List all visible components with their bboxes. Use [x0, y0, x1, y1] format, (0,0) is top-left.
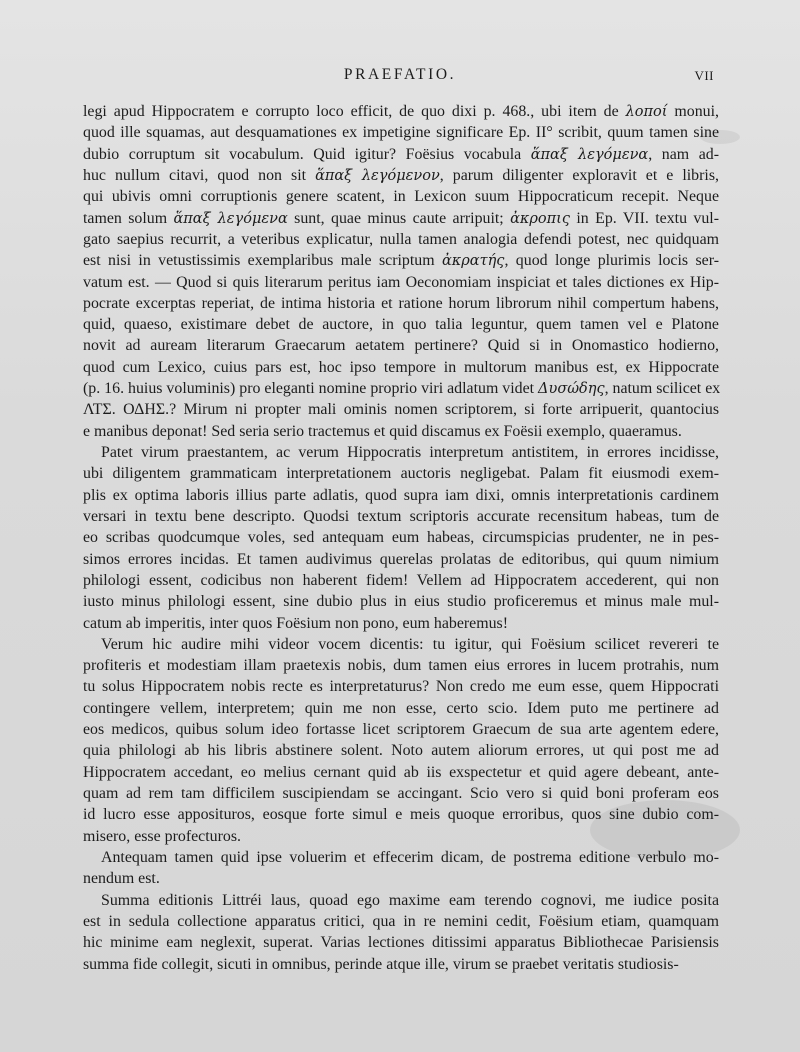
text-line — [83, 911, 719, 932]
greek-term: ἅπαξ λεγόμενα — [173, 210, 288, 227]
text-line — [83, 932, 719, 953]
greek-term: λοποί — [625, 104, 668, 120]
text-line — [83, 740, 719, 761]
greek-term: ἅπαξ λεγόμενον — [315, 167, 440, 184]
text-run: in Ep. VII. textu vul- — [569, 209, 720, 227]
text-run: Summa editionis Littréi laus, quoad ego maxime eam terendo cognovi, me iudice posita — [101, 891, 719, 909]
text-run: dubio corruptum sit vocabulum. Quid igitur? Foësius vocabula — [83, 145, 531, 163]
paragraph — [83, 890, 719, 975]
text-line — [83, 527, 719, 548]
text-run: vatum est. — Quod si quis literarum peritus iam Oeconomiam inspiciat et tales dictiones ex Hip- — [83, 273, 719, 291]
text-run: plis ex optima laboris illius parte adlatis, quod supra iam dixi, omnis interpretationis cardinem — [83, 486, 719, 504]
text-run: quod ille squamas, aut desquamationes ex impetigine significare Ep. II° scribit, quum tamen sine — [83, 124, 719, 142]
text-run: summa fide collegit, sicuti in omnibus, perinde atque ille, virum se praebet veritatis studiosis- — [83, 955, 679, 973]
text-run: nendum est. — [83, 870, 160, 888]
text-run: , nam ad- — [648, 145, 719, 163]
text-run: Patet virum praestantem, ac verum Hippocratis interpretum antistitem, in errores incidisse, — [101, 444, 719, 461]
text-run: Verum hic audire mihi videor vocem dicentis: tu igitur, qui Foësium scilicet revereri te — [101, 635, 719, 653]
text-run: tu solus Hippocratem nobis recte es interpretaturus? Non credo me eum esse, quem Hippocrati — [83, 678, 719, 696]
text-line — [83, 272, 719, 293]
text-line — [83, 463, 719, 484]
page-header — [0, 66, 800, 86]
greek-term: ἀκρατής — [441, 253, 505, 270]
text-run: huc nullum citavi, quod non sit — [83, 166, 316, 184]
text-line — [83, 804, 719, 825]
text-line — [83, 293, 719, 314]
text-line — [83, 783, 719, 804]
text-run: quam ad rem tam difficilem suscipiendam se accingant. Scio vero si quid boni proferam eos — [83, 785, 719, 802]
text-line — [83, 208, 719, 229]
text-run: monui, — [667, 103, 719, 120]
text-run: philologi essent, codicibus non haberent fidem! Vellem ad Hippocratem accederent, qui non — [83, 571, 719, 589]
text-line — [83, 613, 719, 634]
text-line — [83, 399, 719, 420]
text-run: simos errores incidas. Et tamen audivimus querelas prolatas de editoribus, qui quum nimium — [83, 550, 719, 568]
body-text — [83, 101, 719, 975]
text-run: ΛΤΣ. ΟΔΗΣ.? Mirum ni propter mali ominis nomen scriptorem, si forte arripuerit, quantocius — [83, 401, 719, 419]
greek-term: Δυσώδης — [538, 381, 605, 398]
text-line — [83, 165, 719, 186]
text-run: gato saepius recurrit, a veteribus explicatur, nulla tamen analogia defendi potest, nec quidquam — [83, 230, 719, 248]
text-line — [83, 442, 719, 463]
text-run: qui ubivis omni corruptionis genere scatent, in Lexicon suum Hippocraticum recepit. Neque — [83, 188, 719, 206]
text-run: , natum scilicet ex — [604, 380, 721, 398]
text-line — [83, 485, 719, 506]
paragraph — [83, 847, 719, 890]
text-run: Hippocratem accedant, eo melius cernant quid ab iis exspectetur et quid agere debeant, ante- — [83, 763, 719, 781]
text-run: est nisi in vetustissimis exemplaribus male scriptum — [83, 252, 442, 270]
text-line — [83, 826, 719, 847]
text-run: novit ad auream literarum Graecarum aetatem pertinere? Quid si in Onomastico hodierno, — [83, 337, 719, 355]
text-line — [83, 954, 719, 975]
text-run: versari in textu bene descripto. Quodsi textum scriptoris accurate recensitum habeas, tum de — [83, 507, 719, 525]
text-line — [83, 229, 719, 250]
page-number: VII — [694, 68, 714, 83]
text-line — [83, 655, 719, 676]
text-line — [83, 101, 719, 122]
text-run: quod cum Lexico, cuius pars est, hoc ipso tempore in multorum manibus est, ex Hippocrate — [83, 358, 719, 376]
text-run: iusto minus philologi essent, sine dubio plus in eius studio proficeremus et minus male mul- — [83, 593, 719, 611]
text-line — [83, 890, 719, 911]
text-line — [83, 570, 719, 591]
text-line — [83, 421, 719, 442]
text-run: hic minime eam neglexit, superat. Varias lectiones ditissimi apparatus Bibliothecae Parisiensis — [83, 934, 719, 952]
text-line — [83, 868, 719, 889]
text-run: , parum diligenter exploravit et e libris, — [439, 166, 719, 184]
text-line — [83, 378, 719, 399]
text-line — [83, 847, 719, 868]
text-run: contingere vellem, interpretem; quin me non esse, certo scio. Idem puto me pertinere ad — [83, 699, 719, 717]
text-run: tamen solum — [83, 209, 174, 227]
paragraph — [83, 634, 719, 847]
text-run: profiteris et modestiam illam praetexis nobis, dum tamen eius errores in lucem protrahis, num — [83, 657, 719, 675]
text-line — [83, 698, 719, 719]
text-run: eo scribas quodcumque voles, sed antequam eum habeas, circumspicias prudenter, ne in pes- — [83, 529, 719, 547]
running-title: PRAEFATIO. — [343, 66, 457, 83]
text-line — [83, 122, 719, 143]
text-run: e manibus deponat! Sed seria serio tractemus et quid discamus ex Foësii exemplo, quaeramus. — [83, 422, 682, 440]
text-run: sunt, quae minus caute arripuit; — [287, 209, 511, 227]
text-run: eos medicos, quibus solum ideo fortasse licet scriptorem Graecum de sua arte agentem edere, — [83, 721, 719, 739]
text-run: (p. 16. huius voluminis) pro eleganti nomine proprio viri adlatum videt — [83, 380, 539, 398]
text-line — [83, 314, 719, 335]
text-run: misero, esse profecturos. — [83, 827, 241, 845]
text-run: quid, quaeso, existimare debet de auctore, in quo talia leguntur, quem tamen vel e Platone — [83, 316, 719, 334]
text-line — [83, 676, 719, 697]
text-run: catum ab imperitis, inter quos Foësium non pono, eum haberemus! — [83, 614, 508, 632]
text-run: est in sedula collectione apparatus critici, qua in re nemini cedit, Foësium etiam, quamquam — [83, 912, 719, 930]
text-run: ubi diligentem grammaticam interpretationem auctoris negligebat. Palam fit eiusmodi exem- — [83, 465, 719, 483]
greek-term: ἀκροπις — [510, 210, 570, 227]
text-run: legi apud Hippocratem e corrupto loco efficit, de quo dixi p. 468., ubi item de — [83, 103, 626, 120]
text-run: id lucro esse apposituros, eosque forte simul e meis quoque erroribus, quos sine dubio com- — [83, 806, 719, 824]
text-line — [83, 144, 719, 165]
paragraph — [83, 442, 719, 634]
text-line — [83, 186, 719, 207]
text-run: Antequam tamen quid ipse voluerim et effecerim dicam, de postrema editione verbulo mo- — [101, 848, 719, 866]
text-line — [83, 506, 719, 527]
text-line — [83, 335, 719, 356]
text-run: quia philologi ab his libris abstinere solent. Noto autem aliorum errores, ut qui post me ad — [83, 742, 719, 760]
text-line — [83, 719, 719, 740]
text-line — [83, 591, 719, 612]
text-line — [83, 357, 719, 378]
text-line — [83, 762, 719, 783]
text-line — [83, 250, 719, 271]
text-run: pocrate excerptas reperiat, de intima historia et ratione horum librorum nihil compertum habens, — [83, 294, 719, 312]
text-run: , quod longe plurimis locis ser- — [504, 252, 719, 270]
greek-term: ἅπαξ λεγόμενα — [530, 146, 649, 163]
text-line — [83, 634, 719, 655]
paragraph — [83, 101, 719, 442]
text-line — [83, 549, 719, 570]
